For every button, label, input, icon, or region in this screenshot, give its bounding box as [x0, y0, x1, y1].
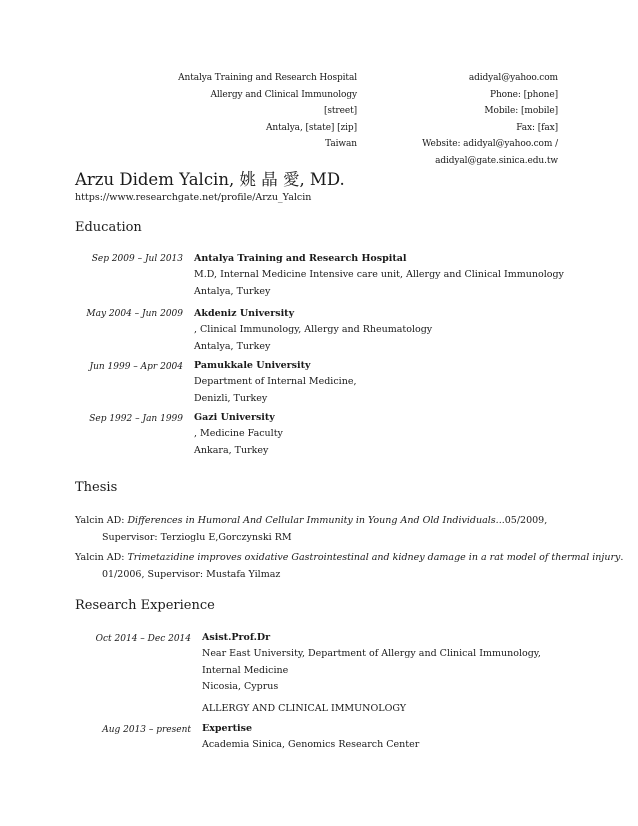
- address-line: Antalya, [state] [zip]: [266, 122, 357, 133]
- thesis-punct: .: [620, 552, 624, 563]
- institution-name: Pamukkale University: [194, 360, 311, 371]
- institution-name: Antalya Training and Research Hospital: [194, 253, 407, 264]
- email-line[interactable]: adidyal@yahoo.com: [468, 73, 558, 83]
- contact-block: [390, 70, 558, 169]
- degree-line: , Clinical Immunology, Allergy and Rheumatology: [194, 324, 433, 336]
- thesis-title: Trimetazidine improves oxidative Gastrointestinal and kidney damage in a rat model of thermal injury: [127, 552, 621, 563]
- address-block: [150, 70, 357, 153]
- research-field: ALLERGY AND CLINICAL IMMUNOLOGY: [202, 703, 407, 715]
- education-entry: [194, 251, 564, 300]
- research-date: Aug 2013 – present: [102, 725, 191, 735]
- website-line-cont[interactable]: adidyal@gate.sinica.edu.tw: [435, 155, 558, 166]
- location-line: Nicosia, Cyprus: [202, 680, 279, 692]
- address-line: Taiwan: [325, 139, 357, 149]
- location-line: Antalya, Turkey: [194, 340, 271, 352]
- location-line: Ankara, Turkey: [194, 444, 269, 456]
- research-entry: [202, 721, 419, 754]
- research-entry: [202, 630, 541, 717]
- education-heading: Education: [75, 220, 142, 235]
- thesis-supervisor: 01/2006, Supervisor: Mustafa Yilmaz: [102, 569, 281, 580]
- thesis-heading: Thesis: [75, 480, 118, 495]
- location-line: Antalya, Turkey: [194, 285, 271, 297]
- role-title: Asist.Prof.Dr: [202, 632, 271, 643]
- thesis-author: Yalcin AD:: [75, 552, 128, 563]
- phone-line: Phone: [phone]: [489, 89, 558, 100]
- degree-line: Department of Internal Medicine,: [194, 376, 357, 388]
- org-line: Academia Sinica, Genomics Research Center: [202, 739, 420, 751]
- thesis-item: [75, 512, 547, 546]
- person-name: Arzu Didem Yalcin, 姚 晶 愛, MD.: [75, 170, 345, 189]
- thesis-author: Yalcin AD:: [75, 515, 128, 526]
- institution-name: Gazi University: [194, 412, 275, 423]
- thesis-item: [75, 549, 623, 583]
- education-entry: [194, 410, 283, 459]
- address-line: Antalya Training and Research Hospital: [178, 73, 357, 83]
- address-line: [street]: [323, 106, 357, 116]
- degree-line: M.D, Internal Medicine Intensive care unit, Allergy and Clinical Immunology: [194, 269, 564, 281]
- role-title: Expertise: [202, 723, 252, 734]
- education-date: Jun 1999 – Apr 2004: [89, 362, 183, 372]
- research-date: Oct 2014 – Dec 2014: [95, 634, 191, 644]
- fax-line: Fax: [fax]: [516, 122, 558, 133]
- education-entry: [194, 358, 356, 407]
- mobile-line: Mobile: [mobile]: [484, 106, 558, 116]
- institution-name: Akdeniz University: [194, 308, 295, 319]
- thesis-date: ..05/2009,: [498, 515, 548, 526]
- thesis-title: Differences in Humoral And Cellular Immunity in Young And Old Individuals.: [127, 515, 499, 526]
- education-entry: [194, 306, 432, 355]
- location-line: Denizli, Turkey: [194, 392, 268, 404]
- education-date: May 2004 – Jun 2009: [86, 309, 183, 319]
- education-date: Sep 1992 – Jan 1999: [89, 414, 183, 424]
- research-heading: Research Experience: [75, 598, 215, 613]
- website-line[interactable]: Website: adidyal@yahoo.com /: [422, 139, 558, 149]
- degree-line: , Medicine Faculty: [194, 428, 283, 440]
- thesis-supervisor: Supervisor: Terzioglu E,Gorczynski RM: [102, 532, 292, 543]
- profile-link[interactable]: https://www.researchgate.net/profile/Arzu_Yalcin: [75, 192, 312, 203]
- org-line: Near East University, Department of Allergy and Clinical Immunology,: [202, 648, 541, 660]
- education-date: Sep 2009 – Jul 2013: [91, 254, 183, 264]
- address-line: Allergy and Clinical Immunology: [210, 89, 357, 100]
- org-line: Internal Medicine: [202, 664, 289, 676]
